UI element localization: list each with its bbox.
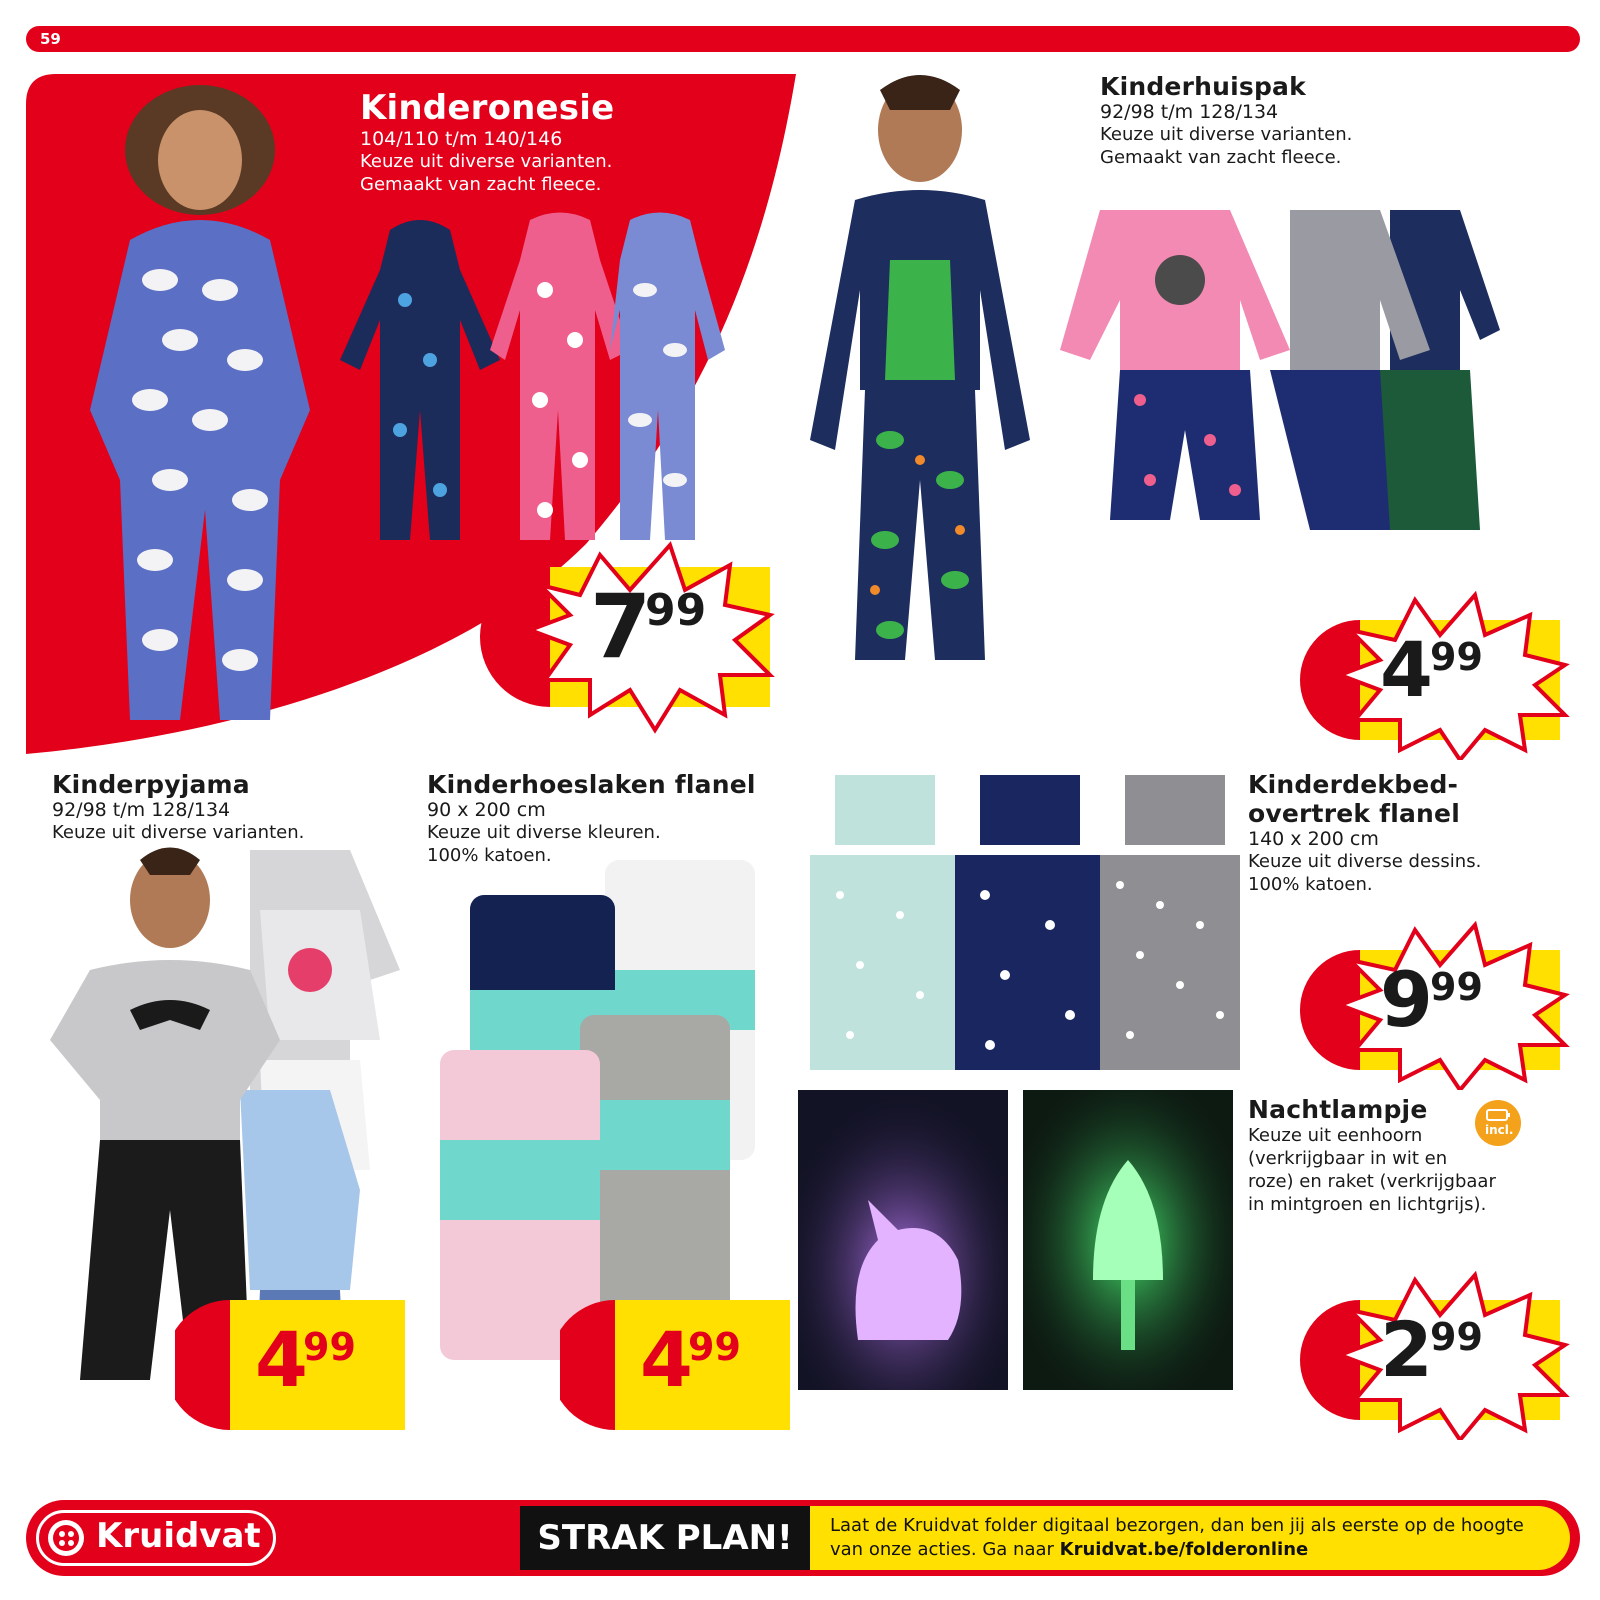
pyjama-title: Kinderpyjama (52, 770, 250, 799)
hoeslaken-price-badge (560, 1300, 790, 1430)
kruidvat-logo-icon (46, 1518, 86, 1558)
huispak-price-main: 4 (1380, 625, 1433, 714)
pyjama-text (52, 770, 304, 844)
nachtlampje-desc-4: in mintgroen en lichtgrijs). (1248, 1194, 1487, 1215)
boy-huispak-photo (800, 60, 1040, 730)
battery-included-badge (1475, 1100, 1521, 1146)
nachtlampje-price-main: 2 (1380, 1305, 1433, 1394)
onesie-price-badge (470, 535, 790, 735)
pyjama-price-cents: 99 (303, 1325, 356, 1369)
dekbed-desc-1: Keuze uit diverse dessins. (1248, 851, 1482, 872)
onesie-text (360, 88, 614, 196)
onesie-desc-1: Keuze uit diverse varianten. (360, 151, 613, 172)
huispak-text (1100, 72, 1352, 169)
huispak-size: 92/98 t/m 128/134 (1100, 101, 1279, 123)
huispak-price-cents: 99 (1430, 635, 1483, 679)
hoeslaken-title: Kinderhoeslaken flanel (427, 770, 756, 799)
nachtlampje-title: Nachtlampje (1248, 1095, 1428, 1124)
promo-line-2: van onze acties. Ga naar (830, 1539, 1060, 1560)
nachtlampje-desc-2: (verkrijgbaar in wit en (1248, 1148, 1448, 1169)
kruidvat-logo-text: Kruidvat (96, 1516, 261, 1556)
pyjama-size: 92/98 t/m 128/134 (52, 799, 231, 821)
onesie-price-main: 7 (590, 575, 652, 678)
dekbed-desc-2: 100% katoen. (1248, 874, 1373, 895)
dekbed-size: 140 x 200 cm (1248, 828, 1379, 850)
onesie-variants-photo (330, 210, 730, 550)
dekbed-price-main: 9 (1380, 955, 1433, 1044)
dekbed-title-2: overtrek flanel (1248, 799, 1460, 828)
page-number: 59 (40, 30, 61, 48)
nachtlampje-price-cents: 99 (1430, 1315, 1483, 1359)
onesie-desc-2: Gemaakt van zacht fleece. (360, 174, 602, 195)
nachtlampje-desc-1: Keuze uit eenhoorn (1248, 1125, 1423, 1146)
pyjama-desc-1: Keuze uit diverse varianten. (52, 822, 305, 843)
huispak-variants-photo (1060, 200, 1510, 540)
nachtlampje-text (1248, 1095, 1496, 1216)
hoeslaken-photo (440, 860, 780, 1370)
nachtlampje-desc-3: roze) en raket (verkrijgbaar (1248, 1171, 1496, 1192)
nachtlampje-price-badge (1290, 1270, 1580, 1440)
top-bar (26, 26, 1580, 52)
unicorn-lamp-photo (798, 1090, 1008, 1390)
onesie-title: Kinderonesie (360, 88, 615, 128)
huispak-title: Kinderhuispak (1100, 72, 1306, 101)
huispak-desc-2: Gemaakt van zacht fleece. (1100, 147, 1342, 168)
dekbed-price-badge (1290, 920, 1580, 1090)
dekbed-price-cents: 99 (1430, 965, 1483, 1009)
hoeslaken-desc-1: Keuze uit diverse kleuren. (427, 822, 661, 843)
hoeslaken-price-cents: 99 (688, 1325, 741, 1369)
pyjama-price-badge (175, 1300, 405, 1430)
promo-box (810, 1506, 1570, 1570)
onesie-size: 104/110 t/m 140/146 (360, 128, 563, 150)
rocket-lamp-photo (1023, 1090, 1233, 1390)
dekbed-title-1: Kinderdekbed- (1248, 770, 1459, 799)
hoeslaken-price-main: 4 (640, 1315, 693, 1404)
dekbed-text (1248, 770, 1481, 896)
battery-included-label: incl. (1485, 1123, 1514, 1137)
huispak-desc-1: Keuze uit diverse varianten. (1100, 124, 1353, 145)
girl-onesie-photo (60, 80, 340, 730)
hoeslaken-text (427, 770, 756, 867)
promo-link[interactable]: Kruidvat.be/folderonline (1059, 1539, 1309, 1560)
hoeslaken-desc-2: 100% katoen. (427, 845, 552, 866)
onesie-price-cents: 99 (645, 585, 707, 636)
dekbed-photo (810, 775, 1240, 1075)
huispak-price-badge (1290, 590, 1580, 760)
hoeslaken-size: 90 x 200 cm (427, 799, 546, 821)
strak-plan-slogan: STRAK PLAN! (520, 1506, 810, 1570)
pyjama-price-main: 4 (255, 1315, 308, 1404)
promo-line-1: Laat de Kruidvat folder digitaal bezorgen, dan ben jij als eerste op de hoogte (830, 1515, 1524, 1536)
